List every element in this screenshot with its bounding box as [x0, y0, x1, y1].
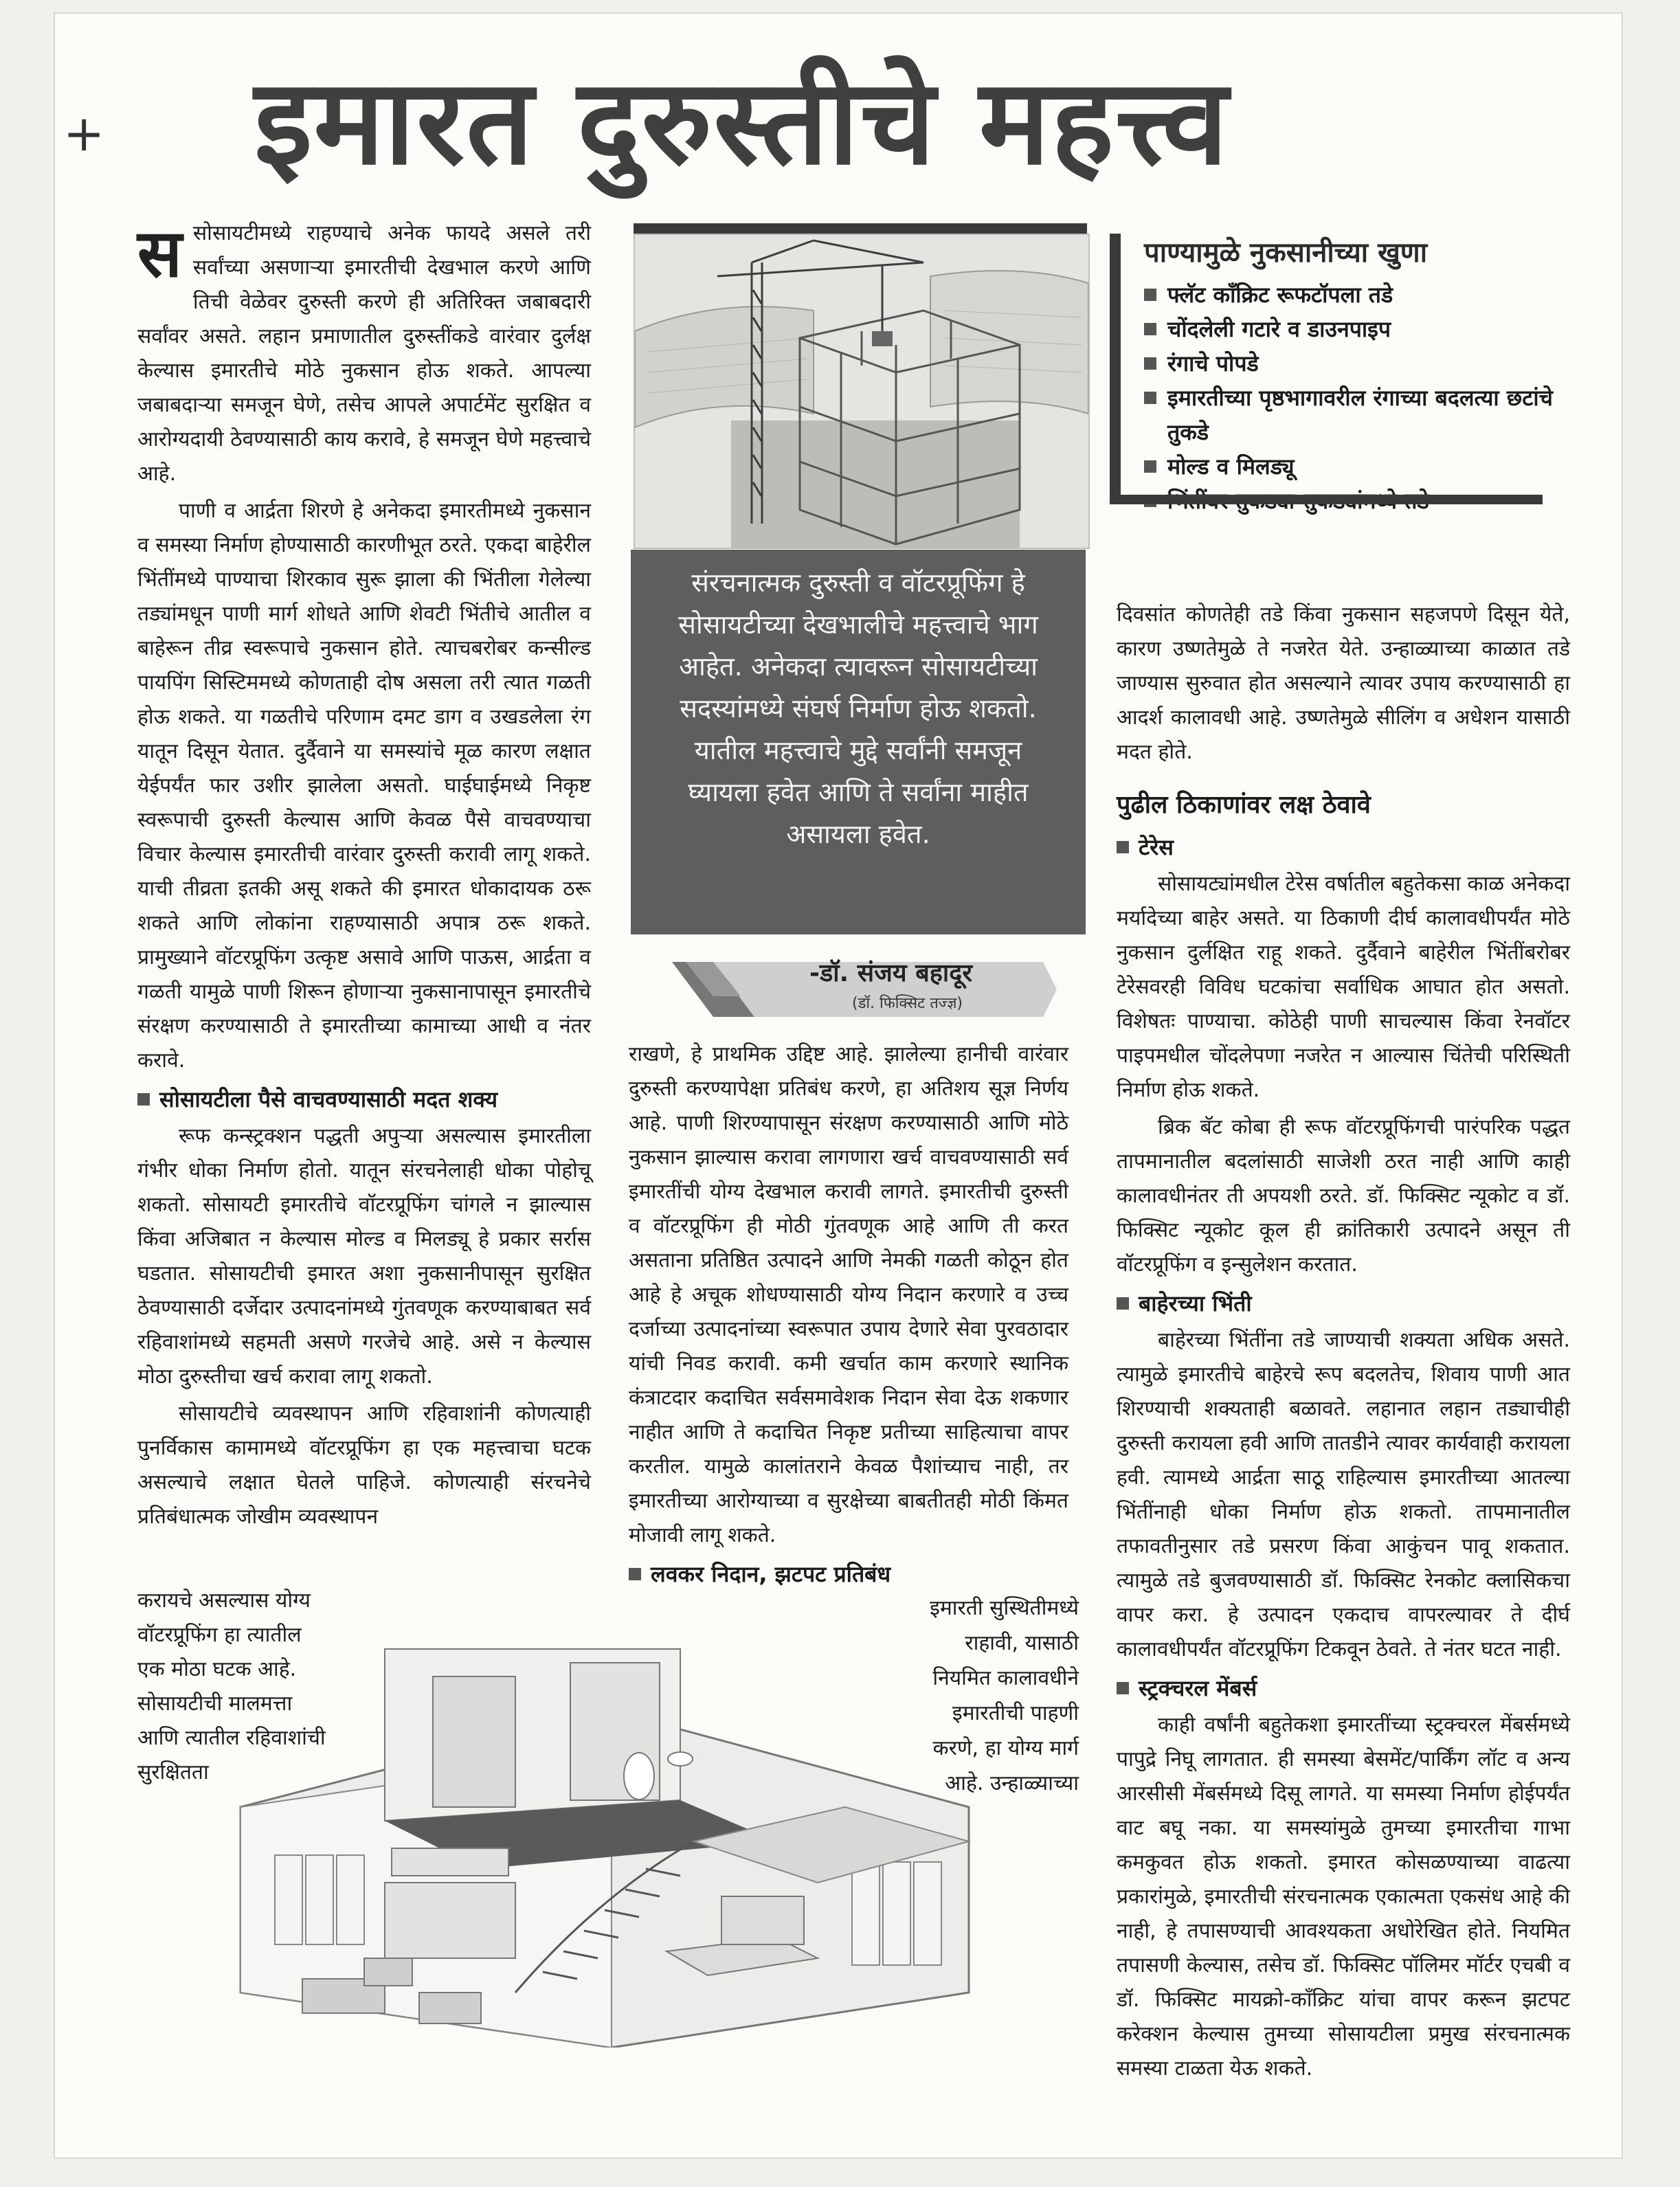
bullet-square-icon: [1117, 1297, 1129, 1310]
narrow-line: इमारती सुस्थितीमध्ये: [930, 1596, 1079, 1620]
list-item: इमारतीच्या पृष्ठभागावरील रंगाच्या बदलत्या छटांचे तुकडे: [1144, 381, 1570, 449]
bullet-square-icon: [1117, 1682, 1129, 1694]
narrow-line: सोसायटीची मालमत्ता: [137, 1692, 293, 1716]
bullet-square-icon: [1144, 357, 1156, 370]
narrow-line: राहावी, यासाठी: [965, 1631, 1079, 1655]
list-item: फ्लॅट कॉंक्रिट रूफटॉपला तडे: [1144, 278, 1570, 312]
bullet-square-icon: [1144, 460, 1156, 473]
box-rule-vertical: [1110, 234, 1121, 504]
section-heading: पुढील ठिकाणांवर लक्ष ठेवावे: [1117, 791, 1371, 819]
subhead-walls: बाहेरच्या भिंती: [1117, 1286, 1570, 1321]
subhead-text: सोसायटीला पैसे वाचवण्यासाठी मदत शक्य: [159, 1086, 498, 1112]
water-damage-title: पाण्यामुळे नुकसानीच्या खुणा: [1144, 237, 1428, 269]
list-item: चोंदलेली गटारे व डाउनपाइप: [1144, 312, 1570, 346]
paragraph: सोसायट्यांमधील टेरेस वर्षातील बहुतेकसा काळ अनेकदा मर्यादेच्या बाहेर असते. या ठिकाणी दीर्घ कालावधीपर्यंत मोठे नुकसान दुर्लक्षित राहू शकते. दुर्दैवाने बाहेरील भिंतींबरोबर टेरेसवरही विविध घटकांचा सर्वाधिक आघात होत असतो. विशेषतः पाण्याचा. कोठेही पाणी साचल्यास किंवा रेनवॉटर पाइपमधील चोंदलेपणा नजरेत न आल्यास चिंतेची परिस्थिती निर्माण होऊ शकते.: [1117, 872, 1570, 1102]
intro-text: सोसायटीमध्ये राहण्याचे अनेक फायदे असले तरी सर्वांच्या असणाऱ्या इमारतीची देखभाल करणे आणि तिची वेळेवर दुरुस्ती करणे ही अतिरिक्त जबाबदारी सर्वांवर असते. लहान प्रमाणातील दुरुस्तींकडे वारंवार दुर्लक्ष केल्यास इमारतीचे मोठे नुकसान होऊ शकते. आपल्या जबाबदाऱ्या समजून घेणे, तसेच आपले अपार्टमेंट सुरक्षित व आरोग्यदायी ठेवण्यासाठी काय करावे, हे समजून घेणे महत्त्वाचे आहे.: [137, 221, 591, 486]
bullet-square-icon: [629, 1568, 641, 1580]
author-role: (डॉ. फिक्सिट तज्ज्ञ): [852, 995, 963, 1012]
construction-illustration: [635, 235, 1088, 548]
list-item: मोल्ड व मिलड्यू: [1144, 449, 1570, 484]
paragraph: ब्रिक बॅट कोबा ही रूफ वॉटरप्रूफिंगची पारंपरिक पद्धत तापमानातील बदलांसाठी साजेशी ठरत नाही आणि काही कालावधीनंतर ती अपयशी ठरते. डॉ. फिक्सिट न्यूकोट व डॉ. फिक्सिट न्यूकोट कूल ही क्रांतिकारी उत्पादने असून ती वॉटरप्रूफिंग व इन्सुलेशन करतात.: [1117, 1115, 1570, 1277]
intro-paragraph: [137, 216, 591, 491]
paragraph: सोसायटीचे व्यवस्थापन आणि रहिवाशांनी कोणत्याही पुनर्विकास कामामध्ये वॉटरप्रूफिंग हा एक महत्त्वाचा घटक असल्याचे लक्षात घेतले पाहिजे. कोणत्याही संरचनेचे प्रतिबंधात्मक जोखीम व्यवस्थापन: [137, 1402, 591, 1529]
subhead: [137, 1082, 591, 1117]
column-left: [137, 216, 591, 1537]
house-cutaway-illustration: [158, 1635, 1065, 2048]
pull-quote: संरचनात्मक दुरुस्ती व वॉटरप्रूफिंग हे सोसायटीच्या देखभालीचे महत्त्वाचे भाग आहेत. अनेकदा त्यावरून सोसायटीच्या सदस्यांमध्ये संघर्ष निर्माण होऊ शकतो. यातील महत्त्वाचे मुद्दे सर्वांनी समजून घ्यायला हवेत आणि ते सर्वांना माहीत असायला हवेत.: [631, 550, 1086, 934]
paragraph: दिवसांत कोणतेही तडे किंवा नुकसान सहजपणे दिसून येते, कारण उष्णतेमुळे ते नजरेत येते. उन्हाळ्याच्या काळात तडे जाण्यास सुरुवात होत असल्याने त्यावर उपाय करण्यासाठी हा आदर्श कालावधी आहे. उष्णतेमुळे सीलिंग व अधेशन यासाठी मदत होते.: [1117, 603, 1570, 764]
bullet-square-icon: [1144, 323, 1156, 335]
narrow-line: इमारतीची पाहणी: [952, 1701, 1079, 1725]
subhead-terrace: टेरेस: [1117, 830, 1570, 864]
narrow-line: एक मोठा घटक आहे.: [137, 1657, 297, 1681]
bullet-square-icon: [1117, 841, 1129, 853]
subhead-structural: स्ट्रक्चरल मेंबर्स: [1117, 1671, 1570, 1705]
subhead-text: लवकर निदान, झटपट प्रतिबंध: [651, 1561, 891, 1587]
bullet-square-icon: [1144, 289, 1156, 301]
column-middle: [629, 1038, 1068, 1594]
paragraph: रूफ कन्स्ट्रक्शन पद्धती अपुऱ्या असल्यास इमारतीला गंभीर धोका निर्माण होतो. यातून संरचनेलाही धोका पोहोचू शकतो. सोसायटी इमारतीचे वॉटरप्रूफिंग चांगले न झाल्यास किंवा अजिबात न केल्यास मोल्ड व मिलड्यू हे प्रकार सर्रास घडतात. सोसायटीची इमारत अशा नुकसानीपासून सुरक्षित ठेवण्यासाठी दर्जेदार उत्पादनांमध्ये गुंतवणूक करण्याबाबत सर्व रहिवाशांमध्ये सहमती असणे गरजेचे आहे. असे न केल्यास मोठा दुरुस्तीचा खर्च करावा लागू शकतो.: [137, 1124, 591, 1389]
narrow-line: सुरक्षितता: [137, 1760, 209, 1784]
box-rule-bottom: [1110, 495, 1543, 504]
paragraph: काही वर्षांनी बहुतेकशा इमारतींच्या स्ट्रक्चरल मेंबर्समध्ये पापुद्रे निघू लागतात. ही समस्या बेसमेंट/पार्किंग लॉट व अन्य आरसीसी मेंबर्समध्ये दिसू लागते. या समस्या निर्माण होईपर्यंत वाट बघू नका. या समस्यांमुळे तुमच्या इमारतीचा गाभा कमकुवत होऊ शकतो. इमारत कोसळण्याच्या वाढत्या प्रकारांमुळे, इमारतीची संरचनात्मक एकात्मता एकसंध आहे की नाही, हे तपासण्याची आवश्यकता अधोरेखित होते. नियमित तपासणी केल्यास, तसेच डॉ. फिक्सिट पॉलिमर मॉर्टर एचबी व डॉ. फिक्सिट मायक्रो-कॉंक्रिट यांचा वापर करून झटपट करेक्शन केल्यास तुमच्या सोसायटीला प्रमुख संरचनात्मक समस्या टाळता येऊ शकते.: [1117, 1713, 1570, 2081]
paragraph: राखणे, हे प्राथमिक उद्दिष्ट आहे. झालेल्या हानीची वारंवार दुरुस्ती करण्यापेक्षा प्रतिबंध करणे, हा अतिशय सूज्ञ निर्णय आहे. पाणी शिरण्यापासून संरक्षण करण्यासाठी आणि मोठे नुकसान झाल्यास करावा लागणारा खर्च वाचवण्यासाठी सर्व इमारतींची योग्य देखभाल करावी लागते. इमारतीची दुरुस्ती व वॉटरप्रूफिंग ही मोठी गुंतवणूक आहे आणि ती करत असताना प्रतिष्ठित उत्पादने आणि नेमकी गळती कोठून होत आहे हे अचूक शोधण्यासाठी योग्य निदान करणारे व उच्च दर्जाच्या उत्पादनांच्या स्वरूपात उपाय देणारे सेवा पुरवठादार यांची निवड करावी. कमी खर्चात काम करणारे स्थानिक कंत्राटदार कदाचित सर्वसमावेशक निदान सेवा देऊ शकणार नाहीत आणि ते कदाचित निकृष्ट प्रतीच्या साहित्याचा वापर करतील. यामुळे कालांतराने केवळ पैशांच्याच नाही, तर इमारतीच्या आरोग्याच्या व सुरक्षेच्या बाबतीतही मोठी किंमत मोजावी लागू शकते.: [629, 1042, 1068, 1547]
paragraph: पाणी व आर्द्रता शिरणे हे अनेकदा इमारतीमध्ये नुकसान व समस्या निर्माण होण्यासाठी कारणीभूत ठरते. एकदा बाहेरील भिंतींमध्ये पाण्याचा शिरकाव सुरू झाला की भिंतीला गेलेल्या तड्यांमधून पाणी मार्ग शोधते आणि शेवटी भिंतीचे आतील व बाहेरून तीव्र स्वरूपाचे नुकसान होते. त्याचबरोबर कन्सील्ड पायपिंग सिस्टिममध्ये कोणताही दोष असला तरी त्यात गळती होऊ शकते. या गळतीचे परिणाम दमट डाग व उखडलेला रंग यातून दिसून येतात. दुर्दैवाने या समस्यांचे मूळ कारण लक्षात येईपर्यंत फार उशीर झालेला असतो. घाईघाईमध्ये निकृष्ट स्वरूपाची दुरुस्ती केल्यास आणि केवळ पैसे वाचवण्याचा विचार केल्यास इमारतीची वारंवार दुरुस्ती करावी लागू शकते. याची तीव्रता इतकी असू शकते की इमारत धोकादायक ठरू शकते आणि लोकांना राहण्यासाठी अपात्र ठरू शकते. प्रामुख्याने वॉटरप्रूफिंग उत्कृष्ट असावे आणि पाऊस, आर्द्रता व गळती यामुळे पाणी शिरून होणाऱ्या नुकसानापासून इमारतीचे संरक्षण करण्यासाठी ते इमारतीच्या कामाच्या आधी व नंतर करावे.: [137, 499, 591, 1073]
narrow-line: करायचे असल्यास योग्य: [137, 1589, 311, 1613]
registration-mark-icon: +: [63, 104, 105, 162]
bullet-square-icon: [137, 1093, 150, 1106]
list-item: रंगाचे पोपडे: [1144, 346, 1570, 381]
byline: [672, 955, 1057, 1020]
column-right: [1117, 598, 1570, 2089]
water-damage-list: [1117, 278, 1570, 518]
water-damage-box: [1117, 234, 1570, 518]
paragraph: बाहेरच्या भिंतींना तडे जाण्याची शक्यता अधिक असते. त्यामुळे इमारतीचे बाहेरचे रूप बदलतेच, शिवाय पाणी आत शिरण्याची शक्यताही बळावते. लहानात लहान तड्याचीही दुरुस्ती करायला हवी आणि तातडीने त्यावर कार्यवाही करायला हवी. त्यामध्ये आर्द्रता साठू राहिल्यास इमारतीच्या आतल्या भिंतींनाही धोका निर्माण होऊ शकतो. तापमानातील तफावतीनुसार तडे प्रसरण किंवा आकुंचन पावू शकतात. त्यामुळे तडे बुजवण्यासाठी डॉ. फिक्सिट रेनकोट क्लासिकचा वापर करा. हे उत्पादन एकदाच वापरल्यावर ते दीर्घ कालावधीपर्यंत वॉटरप्रूफिंग टिकवून ठेवते. ते नंतर घटत नाही.: [1117, 1328, 1570, 1661]
narrow-line: करणे, हा योग्य मार्ग: [932, 1736, 1079, 1760]
author-name: -डॉ. संजय बहादूर: [809, 959, 973, 987]
bullet-square-icon: [1144, 392, 1156, 404]
headline: इमारत दुरुस्तीचे महत्त्व: [254, 53, 1230, 191]
interior-illustration: [158, 1635, 1065, 2048]
narrow-line: आहे. उन्हाळ्याच्या: [945, 1771, 1079, 1795]
construction-photo: [634, 234, 1090, 549]
dropcap: स: [137, 215, 182, 292]
narrow-line: आणि त्यातील रहिवाशांची: [137, 1726, 326, 1750]
narrow-line: वॉटरप्रूफिंग हा त्यातील: [137, 1623, 302, 1647]
narrow-line: नियमित कालावधीने: [932, 1666, 1079, 1690]
subhead: [629, 1557, 1068, 1591]
